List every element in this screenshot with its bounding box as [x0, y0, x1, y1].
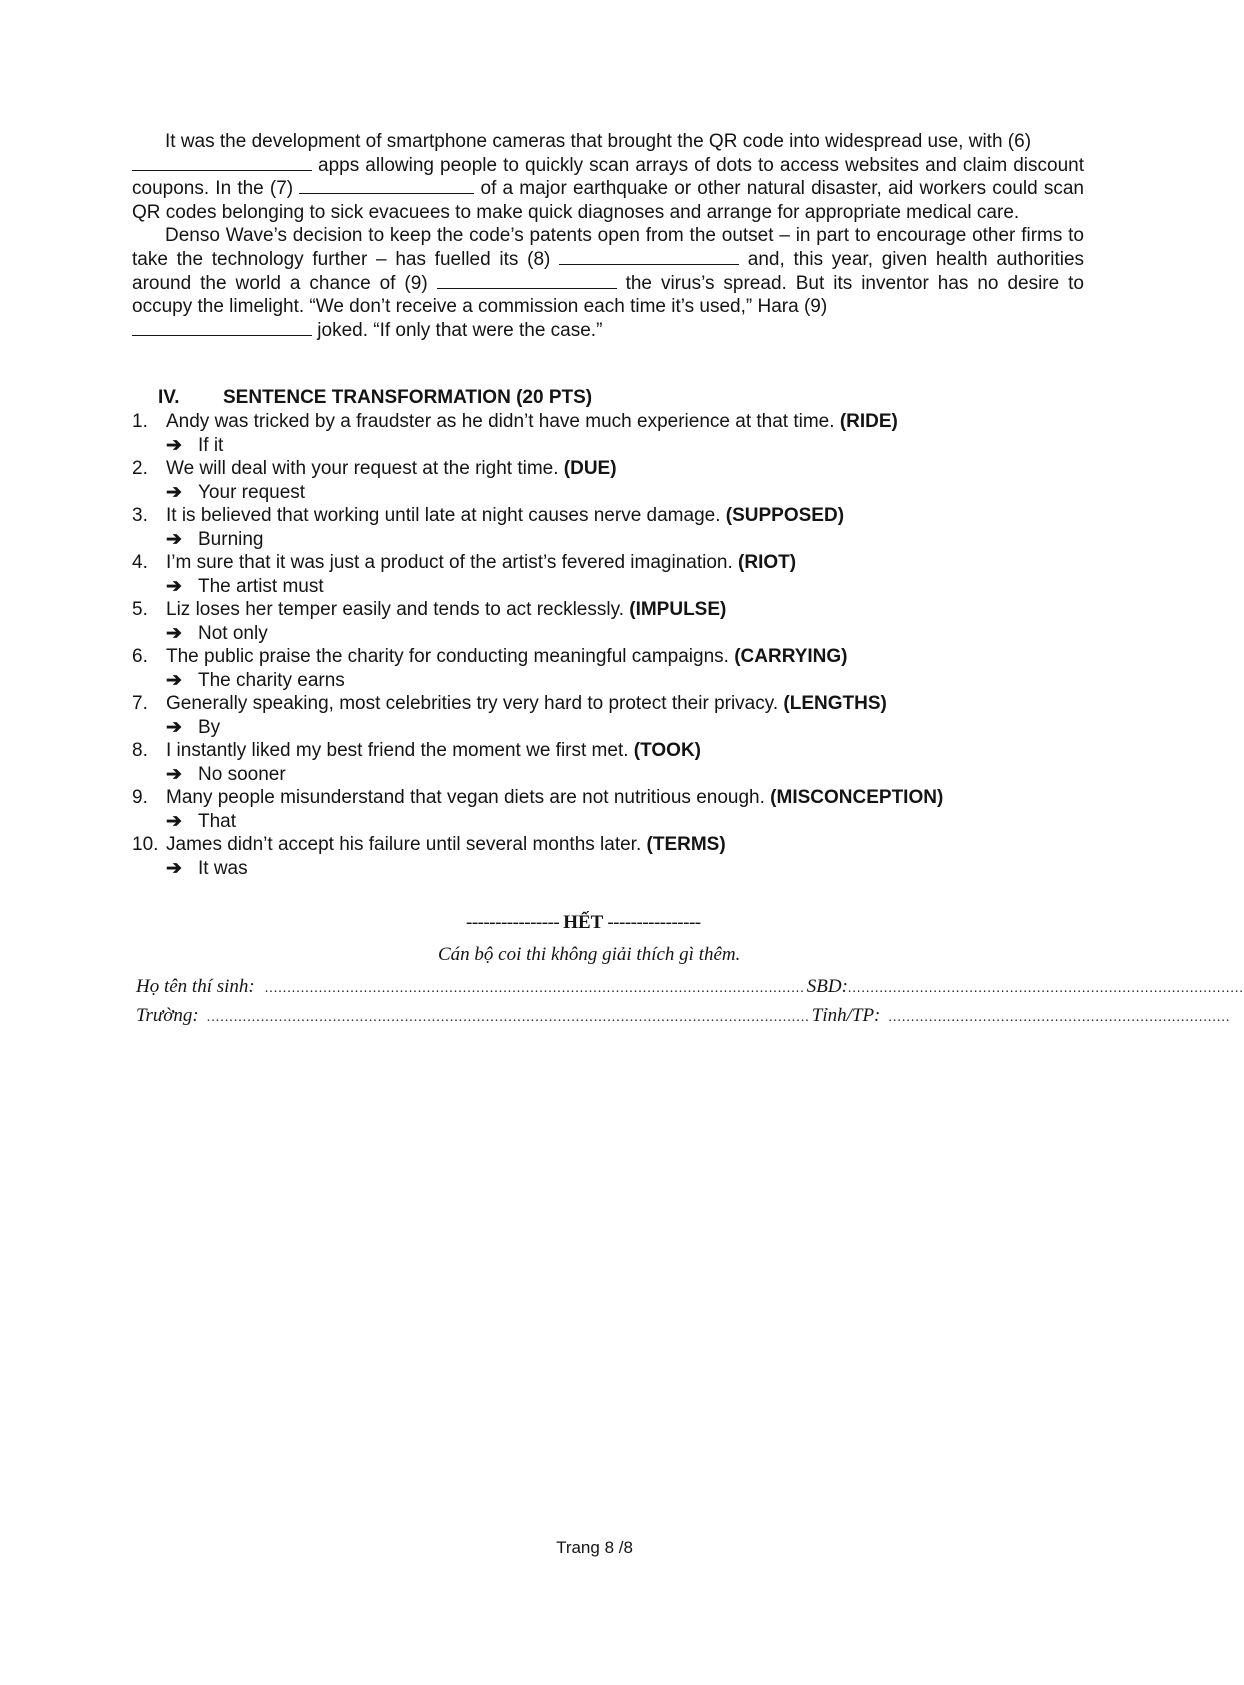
- item-number: 7.: [132, 693, 148, 714]
- item-number: 2.: [132, 458, 148, 479]
- end-dashes-right: ----------------: [607, 912, 701, 933]
- blank-7[interactable]: [299, 179, 474, 194]
- transformation-item: [132, 692, 1092, 739]
- name-label: Họ tên thí sinh:: [136, 976, 255, 997]
- item-answer-line[interactable]: [166, 575, 1092, 599]
- item-question: [132, 598, 1092, 622]
- arrow-right-icon: ➔: [166, 575, 182, 597]
- item-text: Liz loses her temper easily and tends to act recklessly.: [166, 599, 624, 620]
- arrow-right-icon: ➔: [166, 528, 182, 550]
- candidate-info-row: [136, 976, 1244, 998]
- item-answer-start: That: [198, 810, 237, 832]
- item-number: 10.: [132, 834, 159, 855]
- passage-text: of a major earthquake or other natural disaster, aid workers could scan QR codes belonging to sick evacuees to make quick diagnoses and arrange for appropriate medical care.: [132, 178, 1084, 223]
- page-number: Trang 8 /8: [556, 1538, 633, 1557]
- item-question: [132, 786, 1092, 810]
- item-answer-line[interactable]: [166, 763, 1092, 787]
- sbd-label: SBD:: [806, 976, 848, 997]
- item-answer-line[interactable]: [166, 857, 1092, 881]
- item-text: The public praise the charity for conducting meaningful campaigns.: [166, 646, 729, 667]
- passage-paragraph-2: [132, 224, 1084, 342]
- item-number: 6.: [132, 646, 148, 667]
- item-text: It is believed that working until late at night causes nerve damage.: [166, 505, 721, 526]
- item-answer-line[interactable]: [166, 669, 1092, 693]
- transformation-item: [132, 833, 1092, 880]
- item-number: 1.: [132, 411, 148, 432]
- passage-text: and, this year, given health authorities around the world a chance of (9): [132, 248, 1085, 294]
- item-question: [132, 692, 1092, 716]
- school-field[interactable]: ......................................................................................................................................: [206, 1010, 810, 1025]
- item-answer-start: No sooner: [198, 763, 286, 785]
- item-text: Andy was tricked by a fraudster as he didn’t have much experience at that time.: [166, 411, 835, 432]
- transformation-item: [132, 551, 1092, 598]
- transformation-list: [132, 410, 1092, 880]
- arrow-right-icon: ➔: [166, 434, 182, 456]
- item-number: 4.: [132, 552, 148, 573]
- sbd-field[interactable]: ........................................................................................: [847, 981, 1244, 996]
- item-keyword: (TERMS): [646, 834, 726, 855]
- item-keyword: (CARRYING): [734, 646, 848, 667]
- item-answer-line[interactable]: [166, 481, 1092, 505]
- item-number: 3.: [132, 505, 148, 526]
- transformation-item: [132, 457, 1092, 504]
- arrow-right-icon: ➔: [166, 669, 182, 691]
- transformation-item: [132, 645, 1092, 692]
- item-question: [132, 739, 1092, 763]
- arrow-right-icon: ➔: [166, 481, 182, 503]
- item-keyword: (SUPPOSED): [725, 505, 845, 526]
- item-answer-line[interactable]: [166, 434, 1092, 458]
- blank-9b[interactable]: [132, 321, 312, 336]
- item-answer-start: By: [198, 716, 221, 738]
- school-label: Trường:: [136, 1005, 199, 1026]
- blank-6[interactable]: [132, 156, 312, 171]
- item-question: [132, 410, 1092, 434]
- item-text: Many people misunderstand that vegan diets are not nutritious enough.: [166, 787, 765, 808]
- item-answer-start: The artist must: [198, 575, 324, 597]
- item-answer-start: Burning: [198, 528, 264, 550]
- section-title: [158, 386, 592, 410]
- item-question: [132, 833, 1092, 857]
- item-text: I’m sure that it was just a product of the artist’s fevered imagination.: [166, 552, 733, 573]
- item-keyword: (LENGTHS): [783, 693, 887, 714]
- item-question: [132, 504, 1092, 528]
- item-keyword: (IMPULSE): [629, 599, 727, 620]
- end-marker: [466, 912, 766, 934]
- passage-text: joked. “If only that were the case.”: [312, 319, 603, 341]
- item-answer-line[interactable]: [166, 528, 1092, 552]
- item-answer-start: Your request: [198, 481, 306, 503]
- item-answer-start: Not only: [198, 622, 268, 644]
- item-answer-line[interactable]: [166, 622, 1092, 646]
- transformation-item: [132, 598, 1092, 645]
- passage-text: apps allowing people to quickly scan arrays of dots to access websites and claim discount coupons. In the (7): [132, 154, 1084, 200]
- item-question: [132, 457, 1092, 481]
- item-keyword: (TOOK): [633, 740, 701, 761]
- reading-passage: [132, 130, 1084, 342]
- school-info-row: [136, 1005, 1231, 1027]
- item-question: [132, 551, 1092, 575]
- item-text: James didn’t accept his failure until several months later.: [166, 834, 642, 855]
- passage-text: It was the development of smartphone cameras that brought the QR code into widespread use, with (6): [165, 131, 1032, 152]
- blank-8[interactable]: [559, 250, 739, 265]
- arrow-right-icon: ➔: [166, 763, 182, 785]
- province-label: Tỉnh/TP:: [811, 1005, 881, 1026]
- transformation-item: [132, 739, 1092, 786]
- blank-9a[interactable]: [437, 274, 617, 289]
- province-field[interactable]: ............................................................................: [888, 1010, 1231, 1025]
- item-number: 9.: [132, 787, 148, 808]
- item-answer-line[interactable]: [166, 716, 1092, 740]
- arrow-right-icon: ➔: [166, 622, 182, 644]
- transformation-item: [132, 504, 1092, 551]
- item-number: 8.: [132, 740, 148, 761]
- end-label: HẾT: [563, 912, 604, 933]
- item-answer-line[interactable]: [166, 810, 1092, 834]
- item-answer-start: The charity earns: [198, 669, 345, 691]
- item-keyword: (MISCONCEPTION): [770, 787, 944, 808]
- item-keyword: (DUE): [563, 458, 617, 479]
- arrow-right-icon: ➔: [166, 810, 182, 832]
- item-text: Generally speaking, most celebrities try very hard to protect their privacy.: [166, 693, 779, 714]
- item-keyword: (RIOT): [738, 552, 797, 573]
- item-answer-start: It was: [198, 857, 248, 879]
- name-field[interactable]: ........................................................................................................................: [264, 981, 805, 996]
- item-text: We will deal with your request at the right time.: [166, 458, 559, 479]
- item-keyword: (RIDE): [839, 411, 898, 432]
- item-number: 5.: [132, 599, 148, 620]
- transformation-item: [132, 786, 1092, 833]
- transformation-item: [132, 410, 1092, 457]
- section-heading: SENTENCE TRANSFORMATION (20 PTS): [223, 387, 593, 408]
- passage-text: Denso Wave’s decision to keep the code’s patents open from the outset – in part to encourage other firms to take the technology further – has fuelled its (8): [132, 225, 1084, 270]
- passage-paragraph-1: [132, 130, 1084, 224]
- item-answer-start: If it: [198, 434, 224, 456]
- passage-text: the virus’s spread. But its inventor has no desire to occupy the limelight. “We don’t receive a commission each time it’s used,” Hara (9): [132, 272, 1084, 318]
- item-question: [132, 645, 1092, 669]
- item-text: I instantly liked my best friend the moment we first met.: [166, 740, 629, 761]
- arrow-right-icon: ➔: [166, 857, 182, 879]
- arrow-right-icon: ➔: [166, 716, 182, 738]
- invigilator-note: Cán bộ coi thi không giải thích gì thêm.: [438, 944, 741, 965]
- end-dashes-left: ----------------: [466, 912, 560, 933]
- section-number: IV.: [158, 387, 180, 408]
